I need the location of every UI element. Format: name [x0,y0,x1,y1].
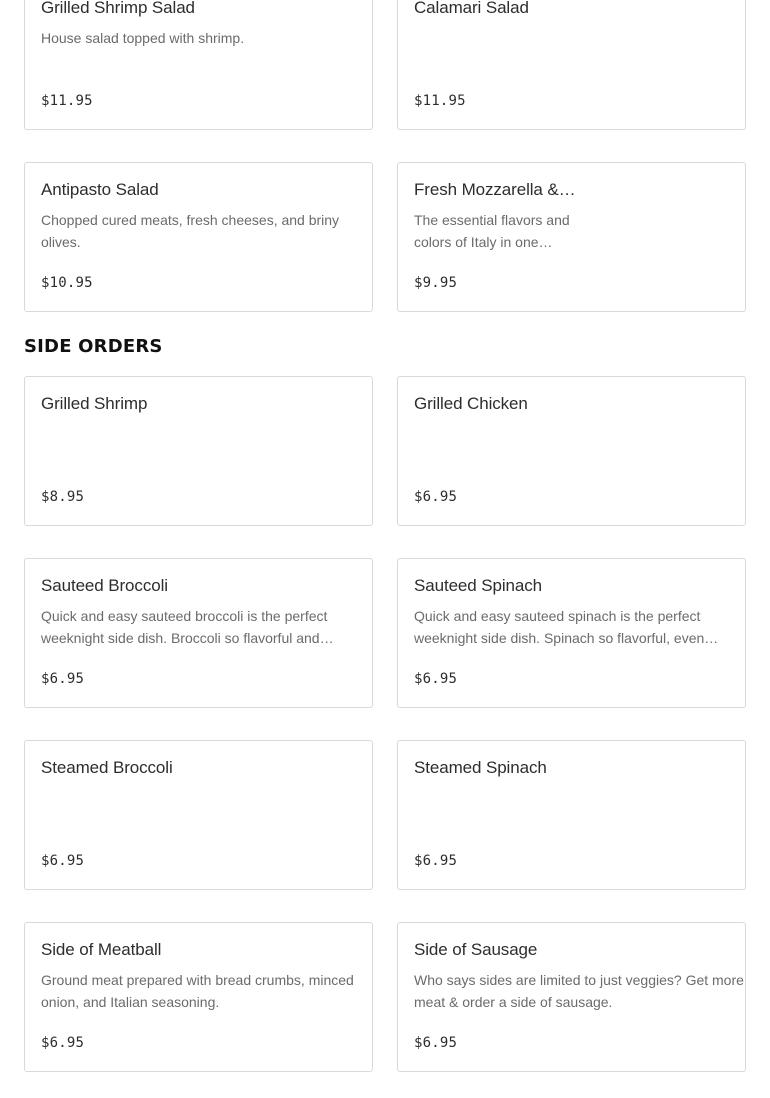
menu-item-name: Steamed Spinach [414,758,547,777]
menu-item-card[interactable] [24,162,373,312]
menu-item-price: $6.95 [41,671,85,687]
menu-item-price: $6.95 [41,1035,85,1051]
menu-item-price: $9.95 [414,275,458,291]
menu-item-price: $10.95 [41,275,93,291]
menu-item-card[interactable] [397,740,746,890]
menu-item-description: Quick and easy sauteed broccoli is the perfect weeknight side dish. Broccoli so flavorful and… [41,608,334,646]
menu-item-name: Calamari Salad [414,0,529,17]
menu-item-card[interactable] [24,376,373,526]
menu-item-description: Who says sides are limited to just veggies? Get more meat & order a side of sausage. [414,972,744,1010]
menu-item-name: Fresh Mozzarella &… [414,180,576,199]
menu-item-price: $6.95 [414,489,458,505]
menu-item-name: Side of Meatball [41,940,162,959]
menu-item-price: $8.95 [41,489,85,505]
section-title: SIDE ORDERS [24,336,163,357]
menu-item-card[interactable] [24,740,373,890]
menu-item-name: Sauteed Broccoli [41,576,168,595]
menu-item-description: Chopped cured meats, fresh cheeses, and briny olives. [41,212,340,250]
menu-item-price: $6.95 [414,853,458,869]
menu-item-price: $6.95 [41,853,85,869]
menu-item-card[interactable] [24,922,373,1072]
menu-item-name: Grilled Shrimp [41,394,148,413]
menu-item-price: $6.95 [414,1035,458,1051]
menu-item-name: Grilled Chicken [414,394,528,413]
menu-item-description: The essential flavors and colors of Italy in one… [414,212,570,250]
menu-item-card[interactable] [397,162,746,312]
menu-item-name: Side of Sausage [414,940,538,959]
menu-item-description: Ground meat prepared with bread crumbs, minced onion, and Italian seasoning. [41,972,354,1010]
menu-item-description: Quick and easy sauteed spinach is the perfect weeknight side dish. Spinach so flavorful, even… [414,608,719,646]
menu-item-description: House salad topped with shrimp. [41,30,245,46]
menu-item-price: $11.95 [41,93,93,109]
menu-item-name: Antipasto Salad [41,180,159,199]
menu-item-price: $11.95 [414,93,466,109]
menu-item-name: Sauteed Spinach [414,576,542,595]
menu-item-card[interactable] [397,0,746,130]
menu-item-card[interactable] [397,558,746,708]
menu-item-card[interactable] [397,376,746,526]
menu-item-price: $6.95 [414,671,458,687]
menu-item-name: Grilled Shrimp Salad [41,0,195,17]
menu-item-card[interactable] [24,558,373,708]
menu-item-card[interactable] [397,922,746,1072]
menu-item-card[interactable] [24,0,373,130]
menu-item-name: Steamed Broccoli [41,758,173,777]
